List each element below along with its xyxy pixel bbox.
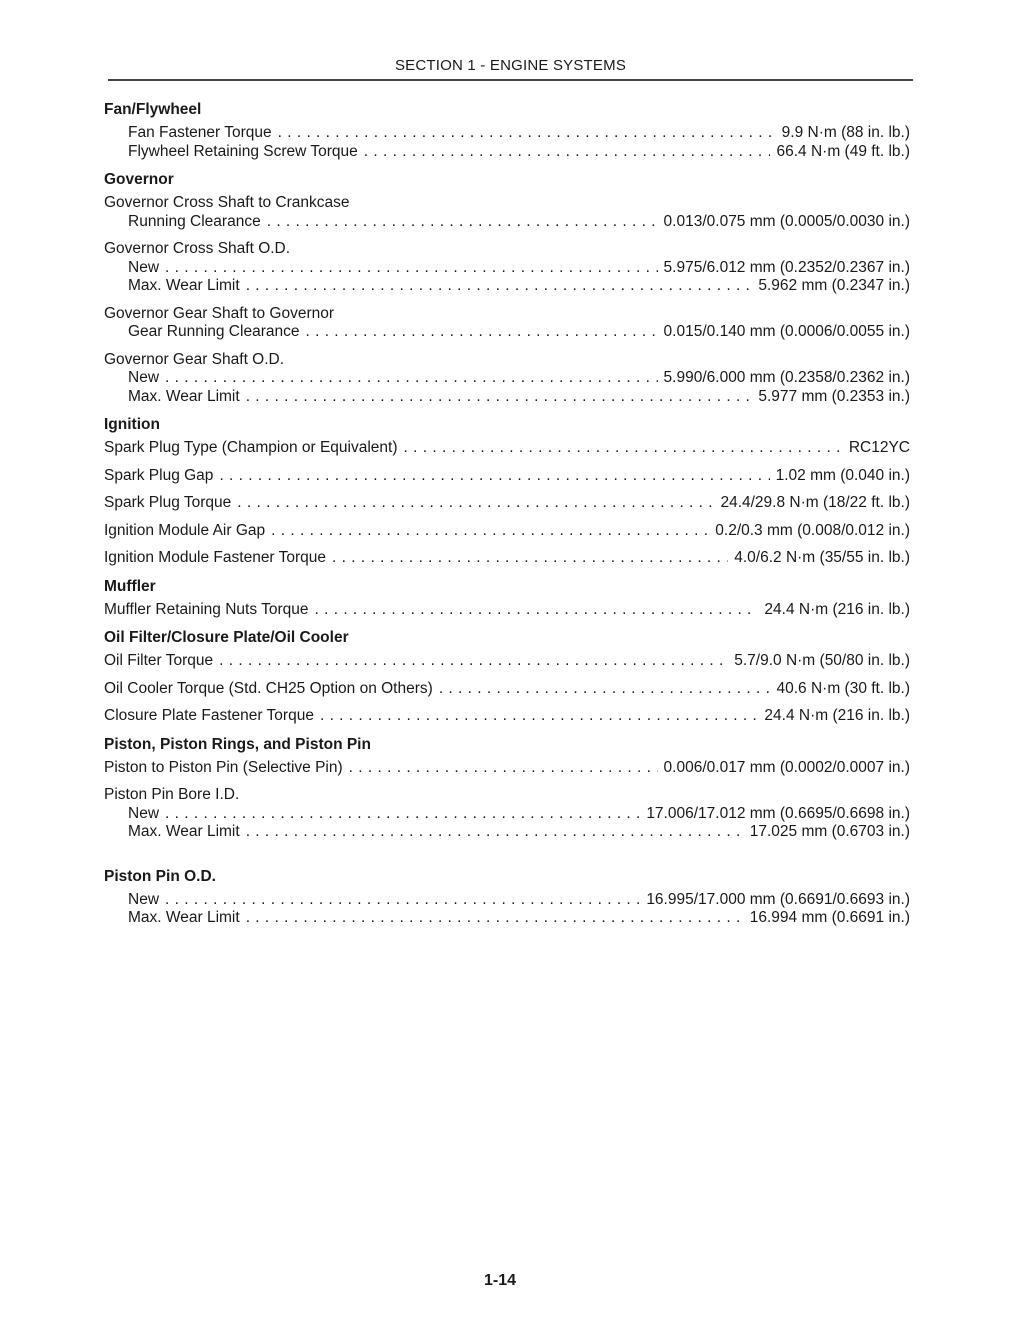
spec-value: 0.2/0.3 mm (0.008/0.012 in.) [715,521,910,539]
section-heading-governor: Governor [104,171,174,188]
spec-value: 1.02 mm (0.040 in.) [775,466,910,484]
spec-label: Gear Running Clearance [128,323,300,340]
dot-leader [246,909,744,928]
spec-value: 9.9 N·m (88 in. lb.) [781,124,910,141]
dot-leader [305,323,657,342]
spec-label: Muffler Retaining Nuts Torque [104,600,309,618]
dot-leader [165,369,658,388]
section-header: SECTION 1 - ENGINE SYSTEMS [394,57,627,74]
spec-group [104,707,910,726]
spec-row [104,707,910,726]
spec-row [104,652,910,671]
spec-subtitle: Piston Pin Bore I.D. [104,786,240,803]
spec-value: 16.995/17.000 mm (0.6691/0.6693 in.) [646,890,910,908]
spec-value: 24.4/29.8 N·m (18/22 ft. lb.) [720,494,910,511]
spec-value: 5.962 mm (0.2347 in.) [758,277,910,294]
spec-label: New [128,890,160,908]
spec-label: Fan Fastener Torque [128,124,272,141]
spec-label: Oil Filter Torque [104,652,214,669]
spec-label: Spark Plug Type (Champion or Equivalent) [104,439,398,456]
spec-label: New [128,804,160,822]
dot-leader [165,259,658,278]
spec-group [104,494,910,513]
spec-label: Max. Wear Limit [128,277,240,294]
spec-value: 5.990/6.000 mm (0.2358/0.2362 in.) [663,369,910,386]
spec-row [104,277,910,296]
spec-value: 24.4 N·m (216 in. lb.) [764,707,910,724]
spec-row [104,467,910,486]
spec-label: Max. Wear Limit [128,823,240,840]
dot-leader [165,805,640,824]
spec-label: New [128,369,160,386]
dot-leader [364,143,771,162]
dot-leader [219,652,728,671]
dot-leader [439,680,771,699]
spec-row [104,823,910,842]
dot-leader [314,601,758,620]
dot-leader [271,522,709,541]
dot-leader [349,759,658,778]
spec-value: 16.994 mm (0.6691 in.) [749,909,910,926]
spec-subtitle: Governor Cross Shaft O.D. [104,240,291,257]
spec-value: 66.4 N·m (49 ft. lb.) [776,142,910,160]
spec-row [104,143,910,162]
spec-row [104,369,910,388]
spec-group-fan [104,124,910,161]
spec-group-pin-od [104,891,910,928]
spec-label: Max. Wear Limit [128,387,240,405]
spec-subtitle: Governor Cross Shaft to Crankcase [104,194,350,211]
dot-leader [332,549,728,568]
dot-leader [404,439,843,458]
spec-label: Oil Cooler Torque (Std. CH25 Option on Others) [104,679,433,697]
spec-label: Running Clearance [128,212,261,230]
spec-row [104,891,910,910]
spec-label: Spark Plug Gap [104,466,214,484]
spec-row [104,259,910,278]
spec-row [104,680,910,699]
spec-row [104,124,910,143]
spec-label: Flywheel Retaining Screw Torque [128,142,358,160]
section-heading-oil: Oil Filter/Closure Plate/Oil Cooler [104,629,349,646]
spec-row [104,805,910,824]
section-heading-fan-flywheel: Fan/Flywheel [104,101,202,118]
spec-group-cross-shaft-clearance [104,194,910,231]
spec-label: Piston to Piston Pin (Selective Pin) [104,758,343,776]
spec-value: 5.7/9.0 N·m (50/80 in. lb.) [734,652,910,669]
dot-leader [246,823,744,842]
dot-leader [246,388,753,407]
spec-group [104,652,910,671]
spec-row [104,522,910,541]
spec-group [104,601,910,620]
spec-content [104,100,910,937]
spec-label: Ignition Module Fastener Torque [104,549,327,566]
spec-row [104,759,910,778]
header-divider [108,79,913,81]
spec-value: 0.013/0.075 mm (0.0005/0.0030 in.) [663,212,910,230]
spec-group [104,467,910,486]
spec-subtitle: Governor Gear Shaft to Governor [104,304,335,322]
spec-row [104,213,910,232]
spec-row [104,601,910,620]
section-heading-muffler: Muffler [104,577,156,595]
spec-row [104,494,910,513]
section-heading-piston: Piston, Piston Rings, and Piston Pin [104,735,371,753]
dot-leader [320,707,758,726]
section-heading-pin-od: Piston Pin O.D. [104,867,216,885]
spec-row [104,323,910,342]
spec-group [104,439,910,458]
spec-group [104,680,910,699]
spec-group [104,522,910,541]
dot-leader [246,277,753,296]
dot-leader [278,124,776,143]
spec-label: Spark Plug Torque [104,494,232,511]
dot-leader [165,891,640,910]
spec-group-gear-shaft-od [104,351,910,407]
spec-value: 0.006/0.017 mm (0.0002/0.0007 in.) [663,758,910,776]
spec-label: New [128,258,160,276]
spec-label: Max. Wear Limit [128,909,240,926]
spec-row [104,388,910,407]
spec-value: 5.975/6.012 mm (0.2352/0.2367 in.) [663,258,910,276]
spec-label: Closure Plate Fastener Torque [104,707,314,724]
spec-value: 17.025 mm (0.6703 in.) [749,823,910,840]
spec-value: 24.4 N·m (216 in. lb.) [764,600,910,618]
spec-value: 40.6 N·m (30 ft. lb.) [776,679,910,697]
spec-label: Ignition Module Air Gap [104,521,266,539]
page-number: 1-14 [483,1272,517,1289]
section-heading-ignition: Ignition [104,416,160,433]
spec-row [104,549,910,568]
dot-leader [267,213,658,232]
spec-subtitle: Governor Gear Shaft O.D. [104,350,285,368]
spec-row [104,909,910,928]
spec-group-bore-id [104,786,910,842]
spec-group [104,549,910,568]
spec-row [104,439,910,458]
spec-value: 17.006/17.012 mm (0.6695/0.6698 in.) [646,804,910,822]
dot-leader [237,494,714,513]
spec-group-cross-shaft-od [104,240,910,296]
spec-value: 0.015/0.140 mm (0.0006/0.0055 in.) [663,323,910,340]
spec-value: RC12YC [848,439,910,456]
spec-group [104,759,910,778]
spec-group-gear-shaft-clearance [104,305,910,342]
spec-value: 4.0/6.2 N·m (35/55 in. lb.) [734,549,910,566]
dot-leader [219,467,769,486]
spec-value: 5.977 mm (0.2353 in.) [758,387,910,405]
